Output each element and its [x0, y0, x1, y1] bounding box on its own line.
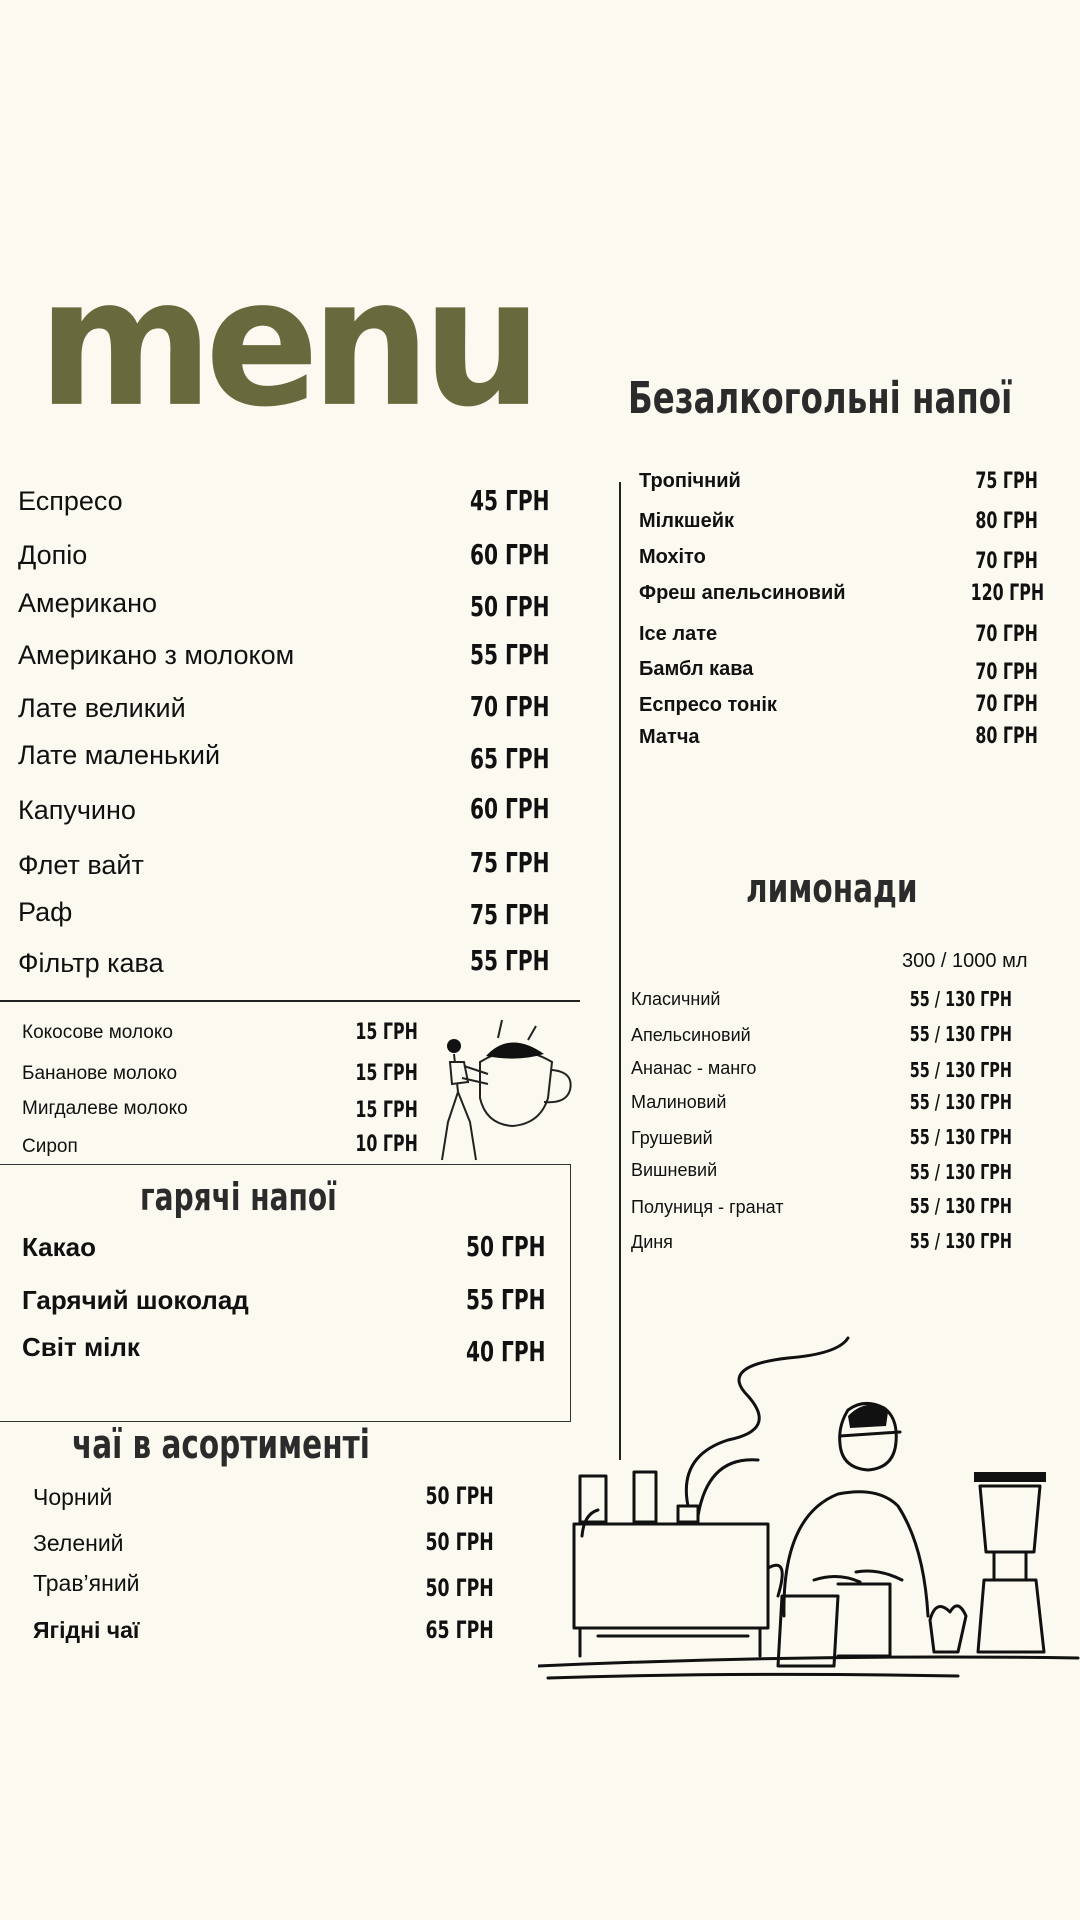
item-name: Фільтр кава	[18, 948, 164, 978]
list-item	[18, 540, 87, 571]
column-divider	[619, 482, 621, 1460]
list-item	[631, 1160, 717, 1181]
item-price: 70 ГРН	[975, 660, 1038, 685]
item-price: 55 ГРН	[466, 1283, 546, 1316]
item-name: Бамбл кава	[639, 658, 754, 680]
item-price: 55 / 130 ГРН	[909, 1160, 1012, 1184]
item-price: 55 / 130 ГРН	[909, 1125, 1012, 1149]
item-price: 80 ГРН	[975, 724, 1038, 749]
item-price: 55 / 130 ГРН	[909, 1022, 1012, 1046]
list-item	[33, 1617, 139, 1644]
item-name: Флет вайт	[18, 850, 144, 880]
list-item	[639, 726, 700, 749]
item-price: 55 ГРН	[470, 944, 550, 977]
item-name: Лате великий	[18, 693, 186, 723]
list-item	[18, 795, 136, 826]
list-item	[639, 510, 734, 533]
item-price: 70 ГРН	[975, 622, 1038, 647]
list-item	[631, 1092, 726, 1113]
item-price: 50 ГРН	[425, 1574, 494, 1602]
item-name: Американо	[18, 588, 158, 618]
item-price: 55 / 130 ГРН	[909, 1229, 1012, 1253]
soft-drinks-title: Безалкогольні напої	[628, 373, 1013, 424]
list-item	[639, 658, 753, 681]
list-item	[22, 1232, 96, 1263]
item-name: Гарячий шоколад	[22, 1285, 249, 1315]
item-name: Американо з молоком	[18, 640, 295, 670]
item-name: Фреш апельсиновий	[639, 582, 846, 604]
item-price: 50 ГРН	[425, 1482, 494, 1510]
lemonade-volume: 300 / 1000 мл	[902, 950, 1028, 972]
list-item	[18, 693, 186, 724]
item-price: 15 ГРН	[355, 1061, 418, 1086]
menu-logo: menu	[38, 240, 535, 446]
item-name: Диня	[631, 1232, 673, 1252]
item-price: 55 / 130 ГРН	[909, 1194, 1012, 1218]
list-item	[33, 1530, 124, 1557]
item-price: 60 ГРН	[470, 538, 550, 571]
list-item	[18, 740, 220, 771]
item-name: Мілкшейк	[639, 510, 735, 532]
item-price: 50 ГРН	[466, 1230, 546, 1263]
list-item	[18, 897, 72, 928]
item-name: Малиновий	[631, 1092, 727, 1112]
item-price: 10 ГРН	[355, 1132, 418, 1157]
item-price: 50 ГРН	[425, 1528, 494, 1556]
list-item	[18, 640, 294, 671]
list-item	[631, 989, 720, 1010]
item-name: Вишневий	[631, 1160, 718, 1180]
item-name: Матча	[639, 726, 700, 748]
item-name: Раф	[18, 897, 73, 927]
item-price: 70 ГРН	[975, 549, 1038, 574]
item-price: 55 / 130 ГРН	[909, 1090, 1012, 1114]
item-price: 15 ГРН	[355, 1098, 418, 1123]
list-item	[631, 1025, 751, 1046]
item-price: 80 ГРН	[975, 509, 1038, 534]
list-item	[639, 546, 706, 569]
item-price: 75 ГРН	[470, 846, 550, 879]
item-name: Трав’яний	[33, 1570, 140, 1596]
item-name: Іce лате	[639, 623, 718, 645]
item-name: Класичний	[631, 989, 721, 1009]
item-name: Какао	[22, 1232, 97, 1262]
item-price: 55 / 130 ГРН	[909, 1058, 1012, 1082]
list-item	[631, 1232, 673, 1253]
list-item	[18, 588, 157, 619]
item-price: 50 ГРН	[470, 590, 550, 623]
list-item	[18, 850, 144, 881]
item-name: Грушевий	[631, 1128, 713, 1148]
item-name: Кокосове молоко	[22, 1022, 173, 1043]
list-item	[22, 1063, 177, 1085]
item-name: Світ мілк	[22, 1332, 140, 1362]
list-item	[639, 470, 741, 493]
list-item	[22, 1098, 188, 1120]
item-price: 70 ГРН	[470, 690, 550, 723]
list-item	[33, 1570, 140, 1597]
coffee-cup-illustration	[440, 1018, 580, 1164]
item-price: 70 ГРН	[975, 692, 1038, 717]
item-price: 55 / 130 ГРН	[909, 987, 1012, 1011]
list-item	[639, 694, 777, 717]
section-divider	[0, 1000, 580, 1002]
list-item	[639, 582, 846, 605]
list-item	[22, 1136, 78, 1158]
list-item	[18, 948, 164, 979]
item-name: Допіо	[18, 540, 88, 570]
item-name: Бананове молоко	[22, 1063, 178, 1084]
list-item	[639, 623, 717, 646]
lemonade-title: лимонади	[746, 866, 918, 912]
item-name: Апельсиновий	[631, 1025, 751, 1045]
item-name: Еспресо	[18, 486, 123, 516]
item-name: Полуниця - гранат	[631, 1197, 784, 1217]
item-price: 75 ГРН	[470, 898, 550, 931]
list-item	[22, 1332, 140, 1363]
item-name: Зелений	[33, 1530, 124, 1556]
item-price: 65 ГРН	[425, 1616, 494, 1644]
item-name: Мигдалеве молоко	[22, 1098, 188, 1119]
item-price: 65 ГРН	[470, 742, 550, 775]
item-name: Сироп	[22, 1136, 78, 1157]
item-name: Лате маленький	[18, 740, 221, 770]
item-name: Мохіто	[639, 546, 706, 568]
item-name: Капучино	[18, 795, 136, 825]
item-name: Ананас - манго	[631, 1058, 757, 1078]
item-price: 45 ГРН	[470, 484, 550, 517]
list-item	[631, 1128, 713, 1149]
list-item	[18, 486, 123, 517]
list-item	[33, 1484, 112, 1511]
item-name: Чорний	[33, 1484, 113, 1510]
list-item	[22, 1022, 173, 1044]
item-name: Ягідні чаї	[33, 1617, 140, 1643]
list-item	[22, 1285, 249, 1316]
item-name: Еспресо тонік	[639, 694, 777, 716]
item-price: 120 ГРН	[970, 581, 1044, 606]
hot-drinks-title: гарячі напої	[140, 1175, 337, 1219]
item-price: 55 ГРН	[470, 638, 550, 671]
item-price: 15 ГРН	[355, 1020, 418, 1045]
list-item	[631, 1197, 784, 1218]
item-name: Тропічний	[639, 470, 741, 492]
item-price: 60 ГРН	[470, 792, 550, 825]
item-price: 75 ГРН	[975, 469, 1038, 494]
list-item	[631, 1058, 756, 1079]
item-price: 40 ГРН	[466, 1335, 546, 1368]
tea-title: чаї в асортименті	[72, 1422, 370, 1468]
barista-illustration	[538, 1336, 1080, 1684]
